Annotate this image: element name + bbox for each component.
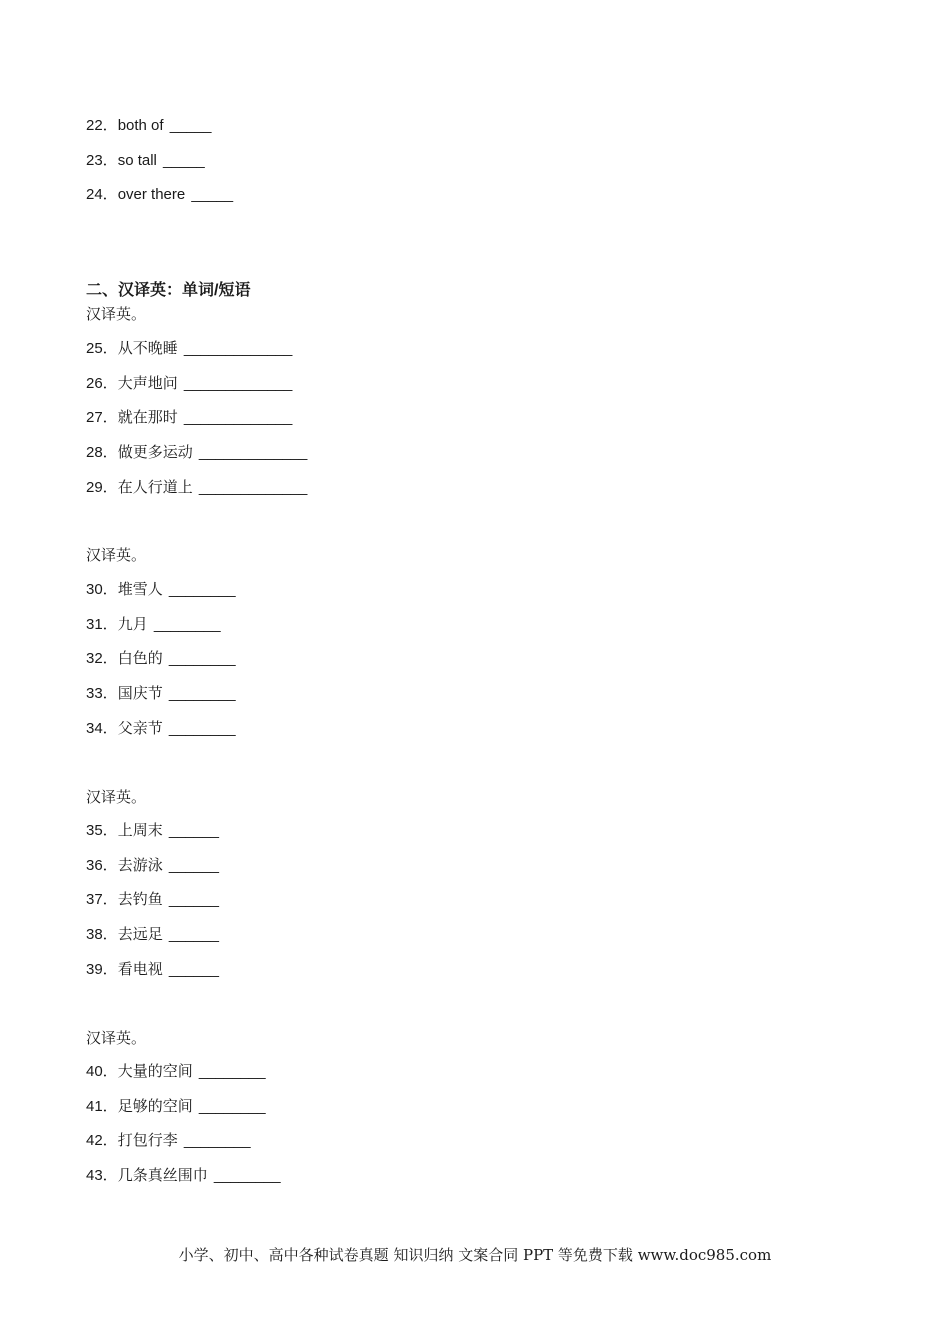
question-number: 33． bbox=[86, 685, 118, 702]
question-number: 26． bbox=[86, 375, 118, 392]
answer-blank: ______ bbox=[168, 857, 219, 874]
answer-blank: ______ bbox=[168, 961, 219, 978]
answer-blank: _____ bbox=[191, 186, 234, 203]
question-item bbox=[86, 719, 236, 739]
question-text: 白色的 bbox=[117, 650, 163, 667]
question-number: 30． bbox=[86, 581, 118, 598]
question-text: 上周末 bbox=[117, 822, 163, 839]
question-number: 31． bbox=[86, 616, 118, 633]
question-item bbox=[86, 821, 219, 841]
answer-blank: ________ bbox=[183, 1132, 251, 1149]
question-text: 在人行道上 bbox=[117, 479, 193, 496]
question-text: 去钓鱼 bbox=[117, 891, 163, 908]
group-instruction: 汉译英。 bbox=[86, 789, 147, 806]
answer-blank: _____________ bbox=[198, 444, 308, 461]
question-item bbox=[86, 1062, 266, 1082]
answer-blank: ________ bbox=[213, 1167, 281, 1184]
answer-blank: ______ bbox=[168, 891, 219, 908]
question-number: 27． bbox=[86, 409, 118, 426]
section-title: 二、汉译英：单词/短语 bbox=[86, 282, 251, 299]
question-number: 22． bbox=[86, 117, 118, 134]
question-number: 36． bbox=[86, 857, 118, 874]
question-item bbox=[86, 408, 292, 428]
question-item bbox=[86, 116, 211, 136]
answer-blank: _____________ bbox=[183, 375, 293, 392]
question-number: 39． bbox=[86, 961, 118, 978]
question-number: 40． bbox=[86, 1063, 118, 1080]
question-number: 25． bbox=[86, 340, 118, 357]
question-item bbox=[86, 890, 219, 910]
question-item bbox=[86, 151, 205, 171]
question-number: 41． bbox=[86, 1098, 118, 1115]
question-text: 看电视 bbox=[117, 961, 163, 978]
question-text: 打包行李 bbox=[117, 1132, 178, 1149]
question-number: 38． bbox=[86, 926, 118, 943]
question-number: 43． bbox=[86, 1167, 118, 1184]
answer-blank: ________ bbox=[153, 616, 221, 633]
question-item bbox=[86, 649, 236, 669]
answer-blank: _____________ bbox=[183, 340, 293, 357]
question-number: 35． bbox=[86, 822, 118, 839]
question-text: 堆雪人 bbox=[117, 581, 163, 598]
question-number: 29． bbox=[86, 479, 118, 496]
question-item bbox=[86, 925, 219, 945]
group-instruction: 汉译英。 bbox=[86, 547, 147, 564]
group-instruction: 汉译英。 bbox=[86, 1030, 147, 1047]
answer-blank: _____________ bbox=[183, 409, 293, 426]
question-text: 大量的空间 bbox=[117, 1063, 193, 1080]
answer-blank: ________ bbox=[168, 720, 236, 737]
question-number: 32． bbox=[86, 650, 118, 667]
page-footer: 小学、初中、高中各种试卷真题 知识归纳 文案合同 PPT 等免费下载 www.doc985.com bbox=[178, 1246, 772, 1264]
question-item bbox=[86, 615, 221, 635]
question-item bbox=[86, 1131, 251, 1151]
answer-blank: ______ bbox=[168, 822, 219, 839]
group-instruction: 汉译英。 bbox=[86, 306, 147, 323]
question-text: 几条真丝围巾 bbox=[117, 1167, 208, 1184]
question-text: 国庆节 bbox=[117, 685, 163, 702]
question-item bbox=[86, 856, 219, 876]
question-text: over there bbox=[117, 186, 186, 203]
question-text: 足够的空间 bbox=[117, 1098, 193, 1115]
question-item bbox=[86, 684, 236, 704]
question-number: 24． bbox=[86, 186, 118, 203]
question-text: both of bbox=[117, 117, 164, 134]
question-item bbox=[86, 478, 307, 498]
question-item bbox=[86, 374, 292, 394]
answer-blank: _____ bbox=[169, 117, 212, 134]
question-item bbox=[86, 1097, 266, 1117]
question-text: 去远足 bbox=[117, 926, 163, 943]
question-text: 做更多运动 bbox=[117, 444, 193, 461]
question-item bbox=[86, 960, 219, 980]
question-item bbox=[86, 443, 307, 463]
question-number: 23． bbox=[86, 152, 118, 169]
question-number: 28． bbox=[86, 444, 118, 461]
answer-blank: ________ bbox=[168, 581, 236, 598]
question-item bbox=[86, 185, 233, 205]
answer-blank: ________ bbox=[198, 1063, 266, 1080]
question-item bbox=[86, 580, 236, 600]
question-text: 去游泳 bbox=[117, 857, 163, 874]
answer-blank: _____________ bbox=[198, 479, 308, 496]
question-text: so tall bbox=[117, 152, 157, 169]
question-text: 父亲节 bbox=[117, 720, 163, 737]
question-number: 42． bbox=[86, 1132, 118, 1149]
question-number: 37． bbox=[86, 891, 118, 908]
answer-blank: _____ bbox=[163, 152, 205, 169]
question-item bbox=[86, 1166, 281, 1186]
answer-blank: ______ bbox=[168, 926, 219, 943]
question-item bbox=[86, 339, 292, 359]
answer-blank: ________ bbox=[168, 650, 236, 667]
question-text: 九月 bbox=[117, 616, 148, 633]
question-text: 大声地问 bbox=[117, 375, 178, 392]
answer-blank: ________ bbox=[198, 1098, 266, 1115]
question-text: 从不晚睡 bbox=[117, 340, 178, 357]
answer-blank: ________ bbox=[168, 685, 236, 702]
question-text: 就在那时 bbox=[117, 409, 178, 426]
question-number: 34． bbox=[86, 720, 118, 737]
